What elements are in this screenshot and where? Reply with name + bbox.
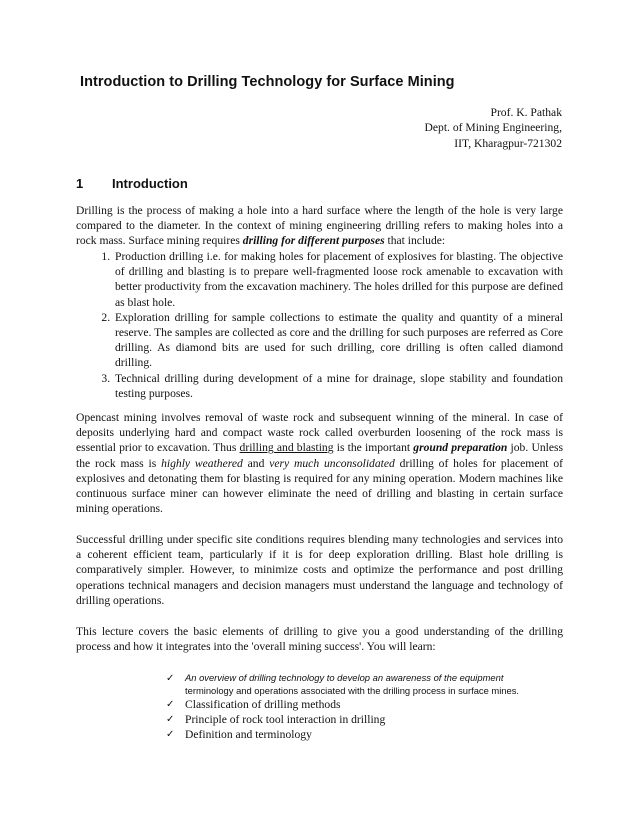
intro-tail: that include: [384, 234, 446, 248]
purpose-item-technical: 3. Technical drilling during development of a mine for drainage, slope stability and foundation testing purposes. [113, 371, 563, 401]
learning-item-overview-continued: terminology and operations associated with the drilling process in surface mines. [185, 685, 520, 696]
intro-emphasis: drilling for different purposes [242, 234, 385, 248]
checkmark-icon: ✓ [166, 673, 175, 684]
learning-outcomes-list [166, 671, 566, 743]
drilling-blasting-underlined: drilling and blasting [239, 441, 334, 455]
author-block [262, 105, 562, 151]
learning-item-overview: An overview of drilling technology to develop an awareness of the equipment [185, 672, 504, 683]
opencast-text-5: drilling of holes for placement of explosives and detonating them for blasting is required for any mining operation. Modern machines like continuous surface miner can however eliminate the need of drilling and blasting in certain surface mining operations. [76, 456, 563, 516]
learning-item [166, 697, 566, 712]
unconsolidated-italic: very much unconsolidated [269, 456, 395, 470]
author-name: Prof. K. Pathak [490, 106, 562, 119]
learning-item [166, 671, 566, 697]
highly-weathered-italic: highly weathered [161, 456, 243, 470]
learning-item [166, 727, 566, 742]
purpose-item-production: 1. Production drilling i.e. for making holes for placement of explosives for blasting. The objective of drilling and blasting is to prepare well-fragmented loose rock amenable to excavation with better productivity from the excavation machinery. The holes drilled for this purpose are defined as blast hole. [113, 249, 563, 310]
author-department: Dept. of Mining Engineering, [424, 121, 562, 135]
opencast-text-4: and [242, 456, 270, 470]
intro-text: Drilling is the process of making a hole into a hard surface where the length of the hole is very large compared to the diameter. In the context of mining engineering drilling refers to making holes into a rock mass. Surface mining requires [76, 204, 563, 248]
checkmark-icon: ✓ [166, 714, 175, 726]
author-institute: IIT, Kharagpur-721302 [454, 136, 562, 150]
checkmark-icon: ✓ [166, 729, 175, 741]
opencast-text-3: job. Unless the rock mass is [76, 441, 564, 470]
ground-preparation-emphasis: ground preparation [413, 441, 508, 455]
learning-item [166, 712, 566, 727]
lecture-overview-paragraph: This lecture covers the basic elements of drilling to give you a good understanding of the drilling process and how it integrates into the 'overall mining success'. You will learn: [76, 625, 563, 654]
document-title: Introduction to Drilling Technology for Surface Mining [80, 74, 455, 90]
section-number: 1 [76, 176, 84, 191]
learning-item-text: Classification of drilling methods [185, 698, 341, 711]
opencast-paragraph [76, 410, 563, 516]
purpose-item-exploration: 2. Exploration drilling for sample collections to estimate the quality and quantity of a mineral reserve. The samples are collected as core and the drilling for such purposes are referred as Core drilling. As diamond bits are used for such drilling, core drilling is often called diamond drilling. [113, 310, 563, 371]
drilling-purposes-list [76, 249, 563, 401]
learning-item-text: Definition and terminology [185, 728, 312, 742]
checkmark-icon: ✓ [166, 699, 175, 710]
section-heading [76, 176, 188, 191]
learning-item-text: Principle of rock tool interaction in drilling [185, 713, 386, 727]
intro-paragraph [76, 203, 563, 249]
section-title: Introduction [112, 176, 188, 191]
opencast-text-1: Opencast mining involves removal of waste rock and subsequent winning of the mineral. In case of deposits underlying hard and compact waste rock called overburden loosening of the rock mass is essential prior to excavation. Thus [76, 411, 563, 455]
successful-drilling-paragraph: Successful drilling under specific site conditions requires blending many technologies and services into a coherent efficient team, particularly if it is for deep exploration drilling. Blast hole drilling is comparatively simpler. However, to minimize costs and optimize the performance and post drilling operations technical managers and decision managers must understand the language and technology of drilling operations. [76, 533, 563, 607]
opencast-text-2: is the important [333, 441, 414, 455]
